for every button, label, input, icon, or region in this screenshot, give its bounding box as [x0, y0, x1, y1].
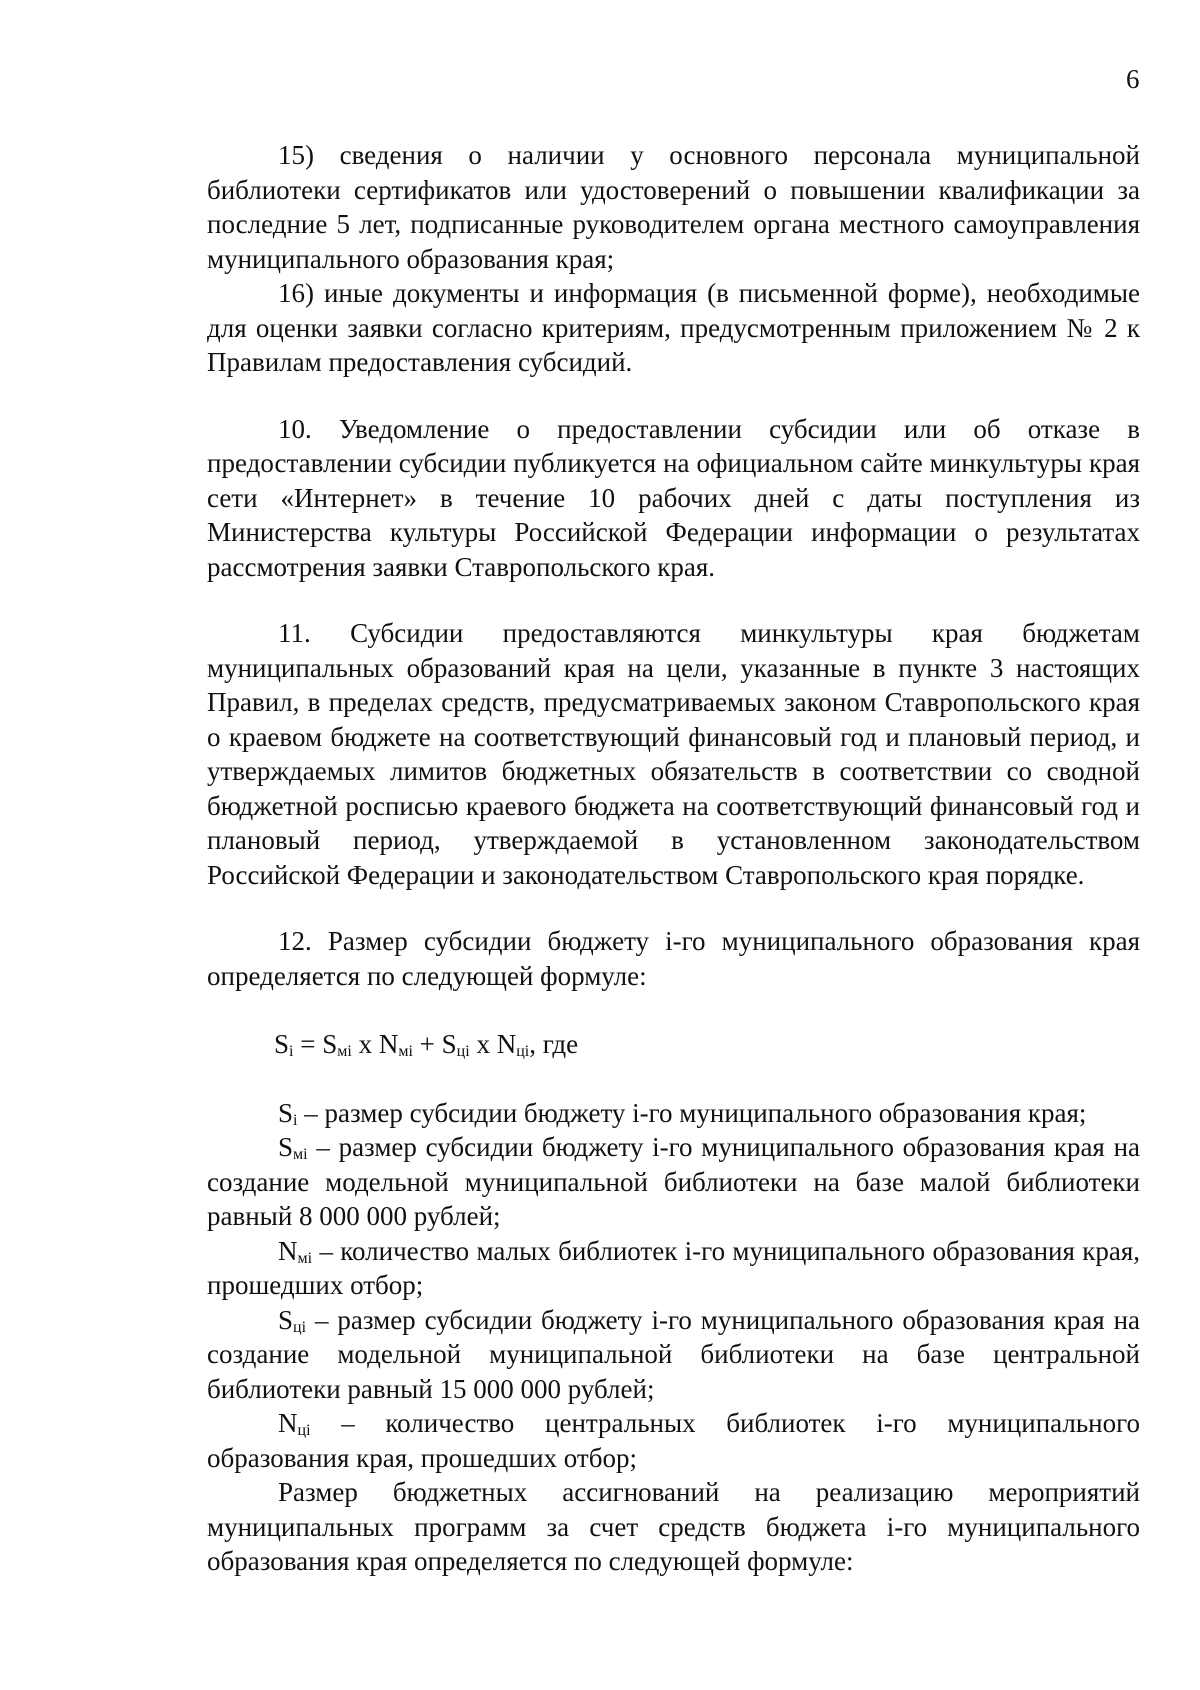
page-number: 6 [1126, 64, 1140, 94]
paragraph-item-16: 16) иные документы и информация (в письменной форме), необходимые для оценки заявки согласно критериям, предусмотренным приложением № 2 к Правилам предоставления субсидий. [207, 278, 1140, 377]
document-body [207, 138, 1140, 1579]
formula-symbol: N [378, 1029, 399, 1059]
paragraph-budget-allocations: Размер бюджетных ассигнований на реализацию мероприятий муниципальных программ за счет средств бюджета i-го муниципального образования края определяется по следующей формуле: [207, 1477, 1140, 1576]
formula-subscript: цi [516, 1043, 530, 1060]
definition-text: – размер субсидии бюджету i-го муниципального образования края на создание модельной муниципальной библиотеки на базе малой библиотеки равный 8 000 000 рублей; [207, 1132, 1140, 1231]
paragraph-item-15: 15) сведения о наличии у основного персонала муниципальной библиотеки сертификатов или удостоверений о повышении квалификации за последние 5 лет, подписанные руководителем органа местного самоуправления муниципального образования края; [207, 140, 1140, 274]
definition-text: – количество центральных библиотек i-го муниципального образования края, прошедших отбор; [207, 1408, 1141, 1473]
formula-subscript: i [289, 1043, 294, 1060]
definition-symbol: N [278, 1235, 298, 1266]
definition-symbol: S [278, 1097, 294, 1128]
definition-symbol: S [278, 1132, 294, 1162]
formula-symbol: S [441, 1029, 457, 1059]
formula-operator: х [469, 1029, 497, 1059]
formula-symbol: S [274, 1029, 290, 1059]
formula-symbol: S [322, 1029, 338, 1059]
definition-subscript: i [293, 1111, 298, 1129]
definition-smi [207, 1130, 1140, 1234]
definition-subscript: мi [297, 1249, 313, 1267]
definition-symbol: S [278, 1304, 294, 1335]
subsidy-formula [207, 1027, 1140, 1062]
paragraph-10: 10. Уведомление о предоставлении субсидии или об отказе в предоставлении субсидии публикуется на официальном сайте минкультуры края сети «Интернет» в течение 10 рабочих дней с даты поступления из Министерства культуры Российской Федерации информации о результатах рассмотрения заявки Ставропольского края. [207, 413, 1140, 582]
formula-subscript: мi [398, 1043, 413, 1060]
definition-nci [207, 1406, 1140, 1475]
definition-sci [207, 1303, 1140, 1407]
formula-operator: х [351, 1029, 379, 1059]
formula-operator: + [412, 1029, 442, 1059]
formula-subscript: цi [456, 1043, 470, 1060]
definition-nmi [207, 1234, 1140, 1303]
definition-text: – размер субсидии бюджету i-го муниципального образования края; [304, 1097, 1087, 1128]
paragraph-11: 11. Субсидии предоставляются минкультуры края бюджетам муниципальных образований края на цели, указанные в пункте 3 настоящих Правил, в пределах средств, предусматриваемых законом Ставропольского края о краевом бюджете на соответствующий финансовый год и плановый период, и утверждаемых лимитов бюджетных обязательств в соответствии со сводной бюджетной росписью краевого бюджета на соответствующий финансовый год и плановый период, утверждаемой в установленном законодательством Российской Федерации и законодательством Ставропольского края порядке. [207, 618, 1140, 890]
definition-subscript: мi [293, 1146, 308, 1163]
formula-tail: , где [529, 1029, 579, 1059]
definition-symbol: N [278, 1408, 298, 1438]
definition-text: – размер субсидии бюджету i-го муниципального образования края на создание модельной муниципальной библиотеки на базе центральной библиотеки равный 15 000 000 рублей; [207, 1304, 1140, 1404]
paragraph-12: 12. Размер субсидии бюджету i-го муниципального образования края определяется по следующей формуле: [207, 926, 1140, 991]
formula-symbol: N [496, 1029, 517, 1059]
definition-text: – количество малых библиотек i-го муниципального образования края, прошедших отбор; [207, 1235, 1141, 1300]
definition-si [207, 1096, 1140, 1131]
definition-subscript: цi [297, 1422, 311, 1439]
formula-subscript: мi [337, 1043, 352, 1060]
formula-operator: = [293, 1029, 323, 1059]
definition-subscript: цi [293, 1318, 307, 1336]
